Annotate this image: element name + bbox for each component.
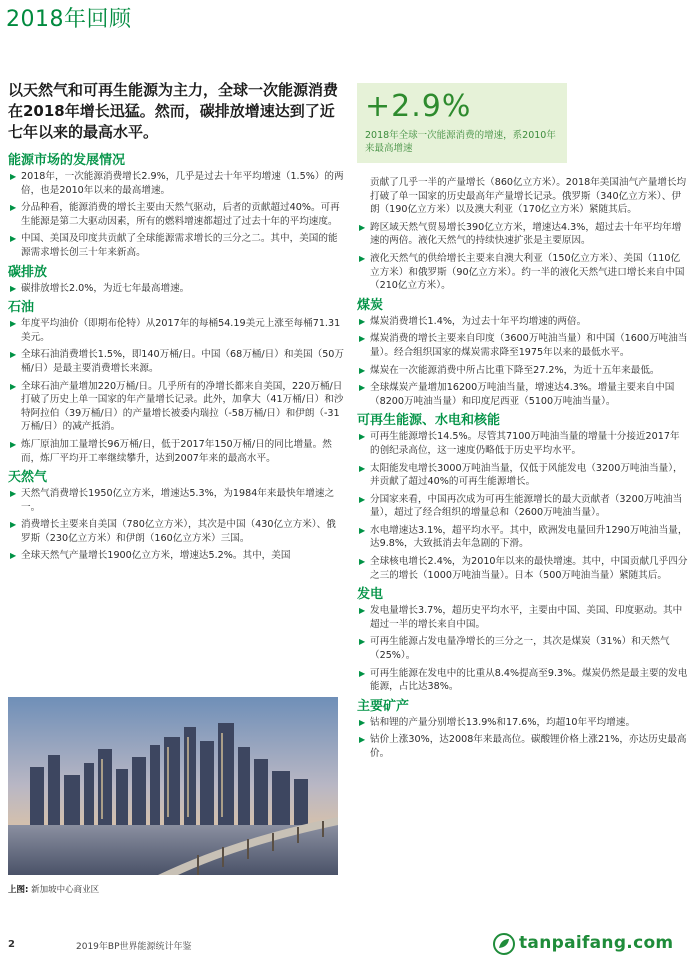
list-item: ▶ 煤炭消费增长1.4%，为过去十年平均增速的两倍。 — [359, 315, 587, 327]
bullet-arrow-icon: ▶ — [359, 463, 366, 473]
list-item: ▶ 钴价上涨30%，达2008年来最高位。碳酸锂价格上涨21%，亦达历史最高价。 — [359, 734, 687, 759]
bullet-arrow-icon: ▶ — [359, 383, 366, 393]
bullet-arrow-icon: ▶ — [10, 489, 17, 499]
watermark — [487, 930, 692, 958]
bullet-arrow-icon: ▶ — [10, 172, 17, 181]
section-heading-minerals: 主要矿产 — [357, 698, 410, 714]
coal-list — [357, 315, 689, 409]
bullet-arrow-icon: ▶ — [359, 717, 366, 727]
bullet-arrow-icon: ▶ — [10, 350, 17, 360]
bullet-arrow-icon: ▶ — [359, 668, 366, 678]
carbon-list — [8, 282, 345, 296]
list-item: ▶ 中国、美国及印度共贡献了全球能源需求增长的三分之二。其中，美国的能源需求增长创三十年来新高。 — [10, 233, 338, 258]
section-heading-gas: 天然气 — [8, 470, 48, 486]
list-item: ▶ 水电增速达3.1%，超平均水平。其中，欧洲发电量回升1290万吨油当量，达9.8%，大致抵消去年急剧的下滑。 — [359, 524, 688, 550]
stat-caption: 2018年全球一次能源消费的增速，系2010年来最高增速 — [365, 130, 556, 154]
list-item: ▶ 钴和锂的产量分别增长13.9%和17.6%，均超10年平均增速。 — [359, 716, 636, 728]
list-item: ▶ 炼厂原油加工量增长96万桶/日，低于2017年150万桶/日的同比增量。然而，炼厂平均开工率继续攀升，达到2007年来的最高水平。 — [10, 438, 332, 464]
bullet-arrow-icon: ▶ — [10, 520, 17, 530]
leaf-logo-icon — [493, 933, 515, 955]
list-item: ▶ 2018年，一次能源消费增长2.9%，几乎是过去十年平均增速（1.5%）的两倍，也是2010年以来的最高增速。 — [10, 171, 344, 196]
list-item: ▶ 全球核电增长2.4%，为2010年以来的最快增速。其中，中国贡献几乎四分之三的增长（1000万吨油当量）。日本（500万吨油当量）紧随其后。 — [359, 556, 688, 581]
section-heading-power: 发电 — [357, 587, 384, 603]
minerals-list — [357, 716, 689, 761]
bullet-arrow-icon: ▶ — [10, 203, 17, 213]
intro-paragraph: 以天然气和可再生能源为主力，全球一次能源消费在2018年增长迅猛。然而，碳排放增速达到了近七年以来的最高水平。 — [8, 81, 339, 141]
section-heading-carbon: 碳排放 — [8, 264, 48, 280]
list-item: ▶ 可再生能源在发电中的比重从8.4%提高至9.3%。煤炭仍然是最主要的发电能源，占比达38%。 — [359, 667, 688, 693]
page-number: 2 — [8, 939, 15, 950]
publication-title: 2019年BP世界能源统计年鉴 — [76, 942, 192, 952]
bullet-arrow-icon: ▶ — [10, 234, 17, 244]
bullet-arrow-icon: ▶ — [10, 551, 17, 561]
list-item: ▶ 全球石油产量增加220万桶/日。几乎所有的净增长都来自美国，220万桶/日打破了历史上单一国家的年产量增长记录。此外，加拿大（41万桶/日）和沙特阿拉伯（39万桶/日）的产量增长被委内瑞拉（-58万桶/日）和伊朗（-31万桶/日）的减产抵消。 — [10, 380, 344, 433]
singapore-skyline-photo — [8, 697, 338, 875]
bullet-arrow-icon: ▶ — [359, 253, 366, 263]
photo-caption — [8, 883, 99, 895]
bullet-arrow-icon: ▶ — [10, 381, 17, 391]
list-item: ▶ 分国家来看，中国再次成为可再生能源增长的最大贡献者（3200万吨油当量），超过了经合组织的增量总和（2600万吨油当量）。 — [359, 493, 683, 519]
bullet-arrow-icon: ▶ — [359, 525, 366, 535]
bullet-arrow-icon: ▶ — [10, 283, 17, 293]
list-item: ▶ 太阳能发电增长3000万吨油当量，仅低于风能发电（3200万吨油当量），并贡献了超过40%的可再生能源增长。 — [359, 462, 683, 488]
list-item: ▶ 煤炭在一次能源消费中所占比重下降至27.2%，为近十五年来最低。 — [359, 364, 660, 376]
gas-list-continued — [357, 221, 689, 293]
right-column — [357, 176, 689, 765]
list-item: ▶ 全球煤炭产量增加16200万吨油当量，增速达4.3%。增量主要来自中国（8200万吨油当量）和印度尼西亚（5100万吨油当量）。 — [359, 382, 675, 407]
gas-list — [8, 487, 345, 563]
caption-label: 上图: — [8, 885, 29, 895]
section-heading-oil: 石油 — [8, 300, 35, 316]
list-item: ▶ 发电量增长3.7%，超历史平均水平，主要由中国、美国、印度驱动。其中超过一半的增长来自中国。 — [359, 605, 683, 630]
bullet-arrow-icon: ▶ — [359, 334, 366, 344]
bullet-arrow-icon: ▶ — [359, 365, 366, 375]
list-item: ▶ 全球天然气产量增长1900亿立方米，增速达5.2%。其中，美国 — [10, 550, 291, 562]
gas-continued-text: 贡献了几乎一半的产量增长（860亿立方米）。2018年美国油气产量增长均打破了单一国家的历史最高年产量增长记录。俄罗斯（340亿立方米）、伊朗（190亿立方米）以及澳大利亚（170亿立方米）紧随其后。 — [370, 177, 687, 216]
caption-text: 新加坡中心商业区 — [31, 885, 100, 895]
list-item: ▶ 碳排放增长2.0%，为近七年最高增速。 — [10, 282, 190, 294]
stat-value: +2.9% — [365, 89, 472, 124]
bullet-arrow-icon: ▶ — [359, 432, 366, 442]
list-item: ▶ 年度平均油价（即期布伦特）从2017年的每桶54.19美元上涨至每桶71.31美元。 — [10, 318, 341, 343]
bullet-arrow-icon: ▶ — [359, 606, 366, 616]
renewables-list — [357, 430, 689, 582]
page-title: 2018年回顾 — [6, 7, 132, 32]
bullet-arrow-icon: ▶ — [359, 316, 366, 326]
left-column — [8, 152, 345, 567]
bullet-arrow-icon: ▶ — [10, 319, 17, 329]
bullet-arrow-icon: ▶ — [359, 735, 366, 745]
bullet-arrow-icon: ▶ — [359, 494, 366, 504]
bullet-arrow-icon: ▶ — [359, 222, 366, 232]
bullet-arrow-icon: ▶ — [359, 637, 366, 647]
list-item: ▶ 分品种看，能源消费的增长主要由天然气驱动，后者的贡献超过40%。可再生能源是第二大驱动因素，所有的燃料增速都超过了过去十年的平均速度。 — [10, 202, 340, 227]
stat-callout — [357, 83, 567, 163]
list-item: ▶ 跨区域天然气贸易增长390亿立方米，增速达4.3%，超过去十年平均年增速的两倍。液化天然气的持续快速扩张是主要原因。 — [359, 221, 682, 247]
bullet-arrow-icon: ▶ — [10, 439, 17, 449]
oil-list — [8, 317, 345, 465]
list-item: ▶ 全球石油消费增长1.5%，即140万桶/日。中国（68万桶/日）和美国（50万桶/日）是最主要消费增长来源。 — [10, 349, 345, 374]
list-item: ▶ 可再生能源增长14.5%。尽管其7100万吨油当量的增量十分接近2017年的创纪录高位，这一速度仍略低于历史平均水平。 — [359, 431, 680, 456]
section-heading-renewables: 可再生能源、水电和核能 — [357, 413, 501, 429]
bullet-arrow-icon: ▶ — [359, 557, 366, 567]
list-item: ▶ 消费增长主要来自美国（780亿立方米），其次是中国（430亿立方米）、俄罗斯（230亿立方米）和伊朗（160亿立方米）三国。 — [10, 519, 336, 544]
watermark-text: tanpaifang.com — [519, 933, 674, 953]
section-heading-coal: 煤炭 — [357, 297, 384, 313]
list-item: ▶ 可再生能源占发电量净增长的三分之一，其次是煤炭（31%）和天然气（25%）。 — [359, 636, 670, 662]
list-item: ▶ 天然气消费增长1950亿立方米，增速达5.3%，为1984年来最快年增速之一。 — [10, 488, 335, 513]
energy-market-list — [8, 170, 345, 260]
list-item: ▶ 煤炭消费的增长主要来自印度（3600万吨油当量）和中国（1600万吨油当量）。经合组织国家的煤炭需求降至1975年以来的最低水平。 — [359, 333, 688, 358]
list-item: ▶ 液化天然气的供给增长主要来自澳大利亚（150亿立方米）、美国（110亿立方米）和俄罗斯（90亿立方米）。约一半的液化天然气进口增长来自中国（210亿立方米）。 — [359, 252, 685, 292]
power-list — [357, 604, 689, 694]
section-heading-energy-market: 能源市场的发展情况 — [8, 153, 126, 168]
